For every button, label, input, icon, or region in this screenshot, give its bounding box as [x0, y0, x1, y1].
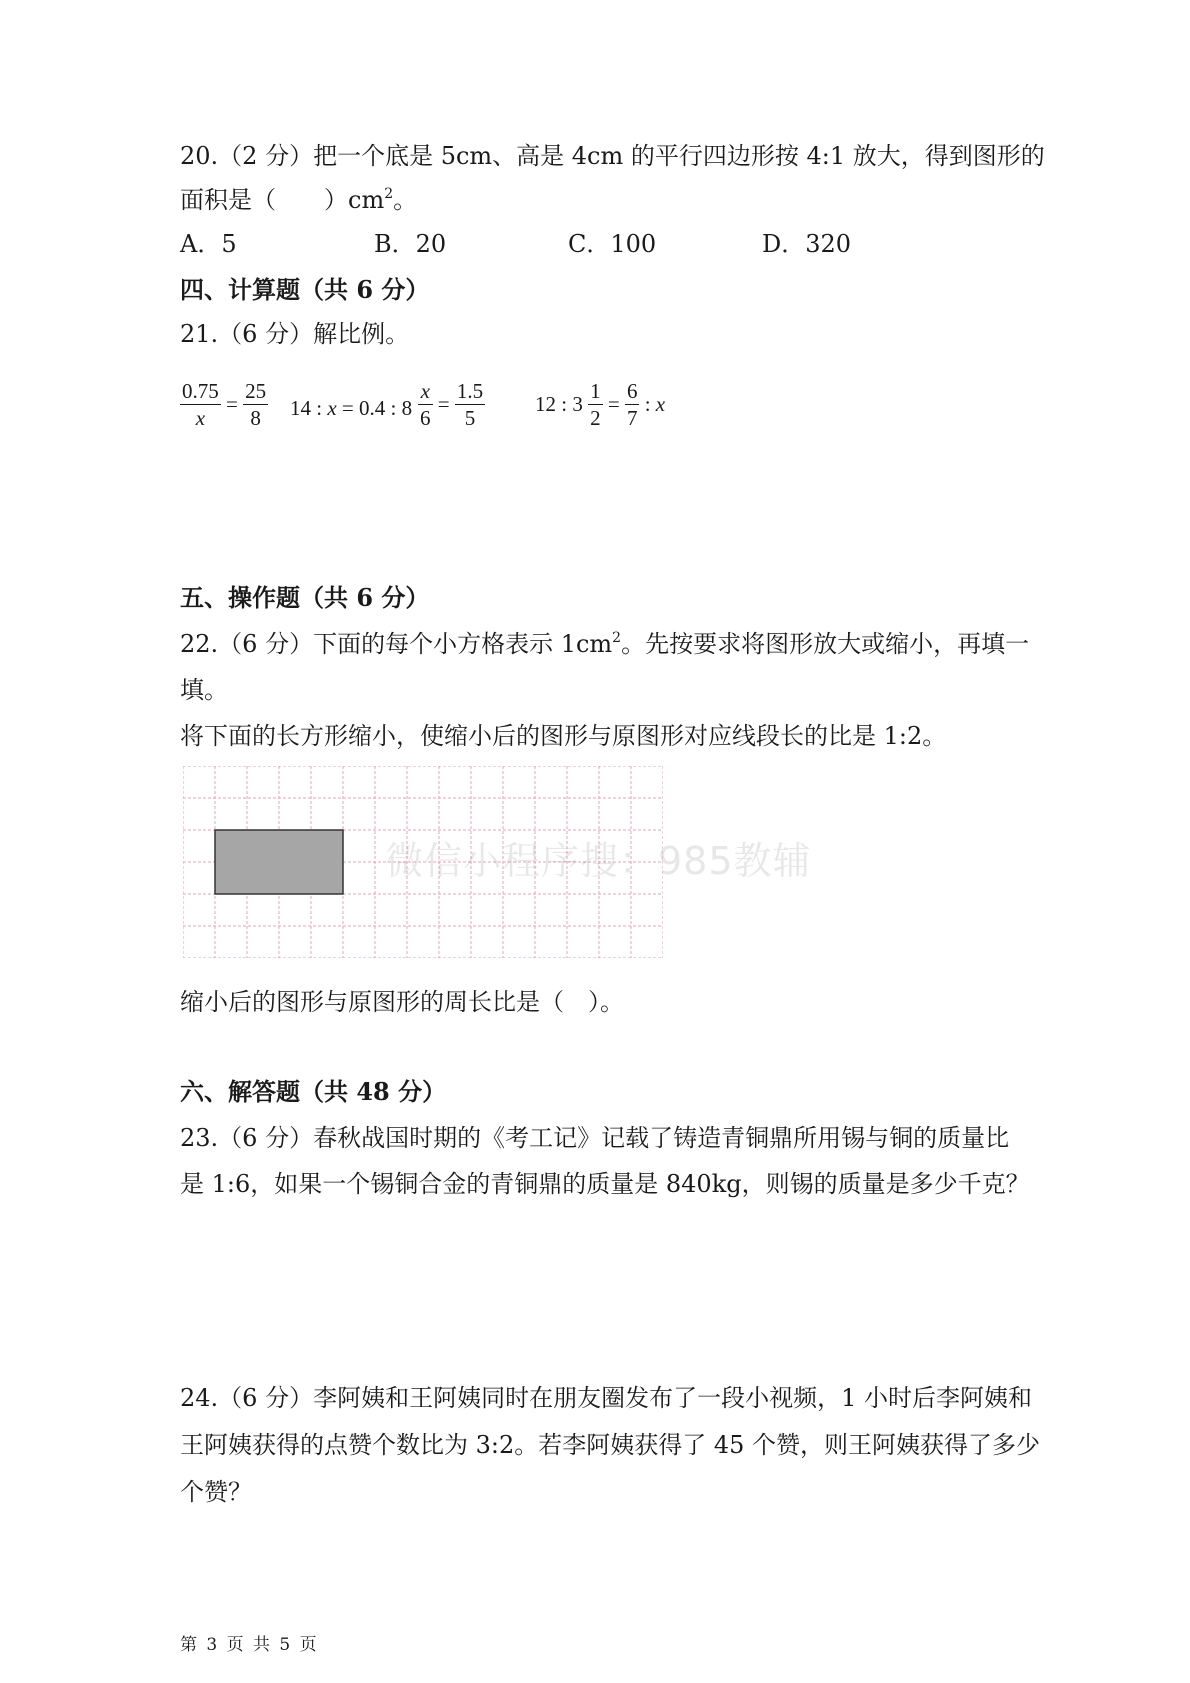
section-4-title: 四、计算题（共 6 分）	[180, 275, 430, 304]
q24-line1: 24.（6 分）李阿姨和王阿姨同时在朋友圈发布了一段小视频，1 小时后李阿姨和	[180, 1384, 1032, 1412]
q20-line1: 20.（2 分）把一个底是 5cm、高是 4cm 的平行四边形按 4:1 放大，得到图形的	[180, 142, 1045, 170]
q20-line2: 面积是（ ）$cm^2$。	[180, 186, 418, 214]
q22-after-text: 缩小后的图形与原图形的周长比是（ ）。	[180, 988, 624, 1016]
q20-option-a: A．5	[180, 230, 237, 258]
q22-line2: 填。	[180, 676, 228, 704]
section-6-title: 六、解答题（共 48 分）	[180, 1077, 447, 1106]
q21-equation-1: $\frac{0.75}{x}$ = $\frac{25}{8}$	[182, 379, 267, 430]
q21-equation-4: 12 : 3 $\frac{1}{2}$ = $\frac{6}{7}$ : x	[535, 379, 666, 430]
q20-option-b: B．20	[374, 230, 447, 258]
q20-option-c: C．100	[568, 230, 657, 258]
q22-line3: 将下面的长方形缩小，使缩小后的图形与原图形对应线段长的比是 1:2。	[180, 722, 947, 750]
page-footer: 第 3 页 共 5 页	[180, 1635, 319, 1655]
q21-equation-3: $\frac{x}{6}$ = $\frac{1.5}{5}$	[420, 379, 484, 430]
q21-equation-2: 14 : x = 0.4 : 8	[290, 396, 413, 420]
q21-text: 21.（6 分）解比例。	[180, 320, 410, 348]
gray-rectangle	[215, 830, 343, 894]
q20-option-d: D．320	[762, 230, 852, 258]
q24-line2: 王阿姨获得的点赞个数比为 3:2。若李阿姨获得了 45 个赞，则王阿姨获得了多少	[180, 1431, 1041, 1459]
q23-line2: 是 1:6，如果一个锡铜合金的青铜鼎的质量是 840kg，则锡的质量是多少千克？	[180, 1170, 1030, 1198]
q23-line1: 23.（6 分）春秋战国时期的《考工记》记载了铸造青铜鼎所用锡与铜的质量比	[180, 1124, 1010, 1152]
q22-line1: 22.（6 分）下面的每个小方格表示 $1cm^2$。先按要求将图形放大或缩小，再填一	[180, 630, 1030, 658]
q24-line3: 个赞？	[180, 1478, 252, 1506]
watermark: 微信小程序搜：985教辅	[385, 839, 812, 883]
section-5-title: 五、操作题（共 6 分）	[180, 583, 430, 612]
